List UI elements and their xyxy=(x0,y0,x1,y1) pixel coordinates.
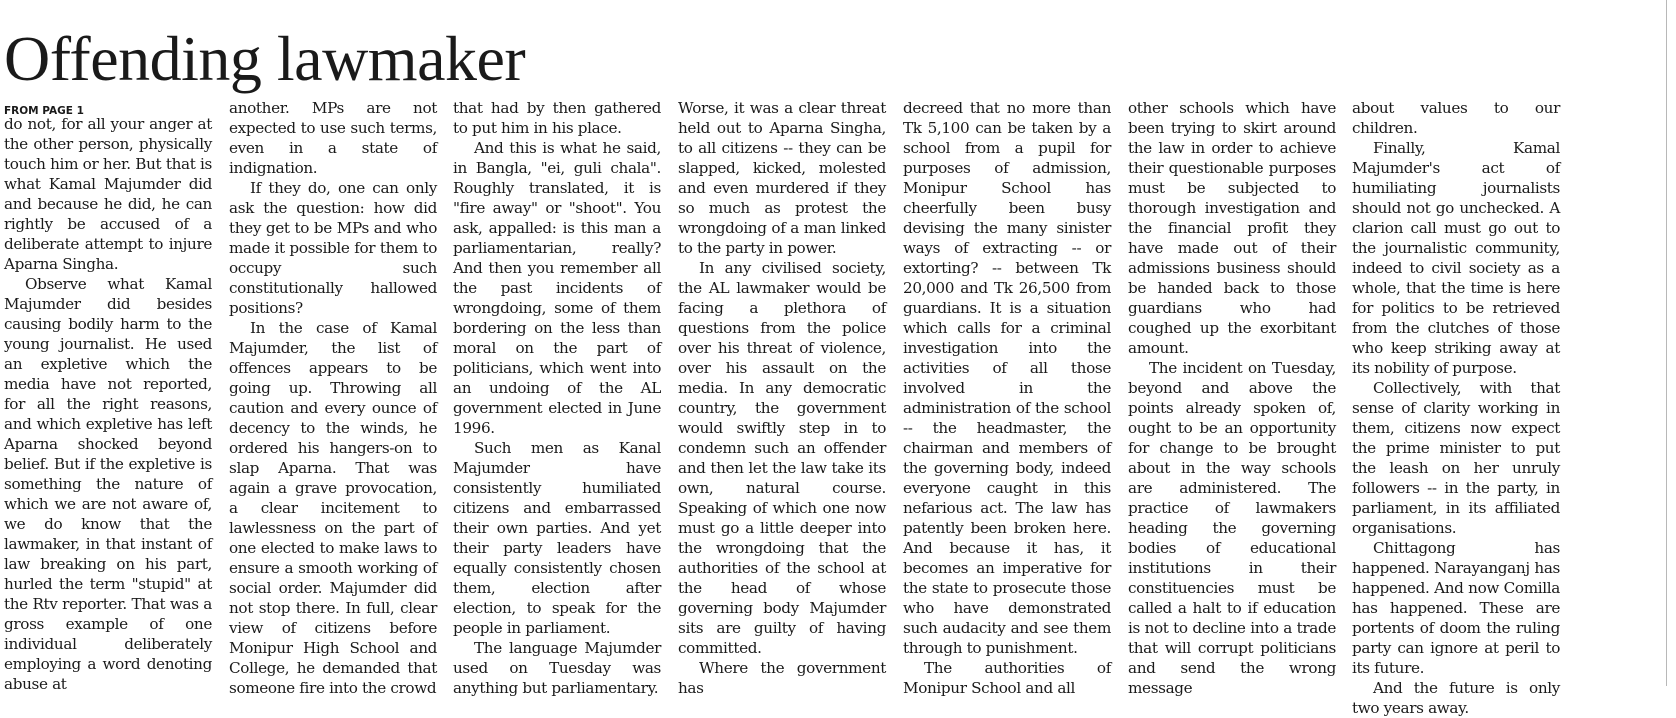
paragraph: other schools which have been trying to skirt around the law in order to achieve their questionable purposes must be subjected to thorough investigation and the financial profit they have made out of their admissions business should be handed back to those guardians who had coughed up the exorbitant amount. xyxy=(1128,99,1336,357)
article-headline: Offending lawmaker xyxy=(4,23,526,94)
paragraph: Collectively, with that sense of clarity working in them, citizens now expect the prime minister to put the leash on her unruly followers -- in the party, in parliament, in its affiliated organisations. xyxy=(1352,379,1560,537)
paragraph: Where the government has xyxy=(678,659,886,697)
paragraph: do not, for all your anger at the other person, physically touch him or her. But that is what Kamal Majumder did and because he did, he can rightly be accused of a deliberate attempt to injure Aparna Singha. xyxy=(4,115,212,273)
text-column-7 xyxy=(1352,98,1560,717)
page-edge-rule xyxy=(1666,0,1667,686)
paragraph: The incident on Tuesday, beyond and above the points already spoken of, ought to be an opportunity for change to be brought about in the way schools are administered. The practice of lawmakers heading the governing bodies of educational institutions in their constituencies must be called a halt to if education is not to decline into a trade that will corrupt politicians and send the wrong message xyxy=(1128,359,1336,697)
paragraph: The authorities of Monipur School and all xyxy=(903,659,1111,697)
paragraph: Such men as Kanal Majumder have consistently humiliated citizens and embarrassed their own parties. And yet their party leaders have equally consistently chosen them, election after election, to speak for the people in parliament. xyxy=(453,439,661,637)
text-column-1 xyxy=(4,114,212,693)
paragraph: Finally, Kamal Majumder's act of humiliating journalists should not go unchecked. A clarion call must go out to the journalistic community, indeed to civil society as a whole, that the time is here for politics to be retrieved from the clutches of those who keep striking away at its nobility of purpose. xyxy=(1352,139,1560,377)
text-column-5 xyxy=(903,98,1111,697)
paragraph: Chittagong has happened. Narayanganj has happened. And now Comilla has happened. These are portents of doom the ruling party can ignore at peril to its future. xyxy=(1352,539,1560,677)
text-column-2 xyxy=(229,98,437,697)
text-column-4 xyxy=(678,98,886,697)
paragraph: The language Majumder used on Tuesday was anything but parliamentary. xyxy=(453,639,661,697)
page-jump-kicker: FROM PAGE 1 xyxy=(4,105,84,117)
paragraph: And the future is only two years away. xyxy=(1352,679,1560,717)
paragraph: about values to our children. xyxy=(1352,99,1560,137)
paragraph: Observe what Kamal Majumder did besides causing bodily harm to the young journalist. He used an expletive which the media have not reported, for all the right reasons, and which expletive has left Aparna shocked beyond belief. But if the expletive is something the nature of which we are not aware of, we do know that the lawmaker, in that instant of law breaking on his part, hurled the term "stupid" at the Rtv reporter. That was a gross example of one individual deliberately employing a word denoting abuse at xyxy=(4,275,212,693)
paragraph: In any civilised society, the AL lawmaker would be facing a plethora of questions from the police over his threat of violence, over his assault on the media. In any democratic country, the government would swiftly step in to condemn such an offender and then let the law take its own, natural course. Speaking of which one now must go a little deeper into the wrongdoing that the authorities of the school at the head of whose governing body Majumder sits are guilty of having committed. xyxy=(678,259,886,657)
text-column-6 xyxy=(1128,98,1336,697)
paragraph: another. MPs are not expected to use such terms, even in a state of indignation. xyxy=(229,99,437,177)
text-column-3 xyxy=(453,98,661,697)
paragraph: And this is what he said, in Bangla, "ei, guli chala". Roughly translated, it is "fire away" or "shoot". You ask, appalled: is this man a parliamentarian, really? And then you remember all the past incidents of wrongdoing, some of them bordering on the less than moral on the part of politicians, which went into an undoing of the AL government elected in June 1996. xyxy=(453,139,661,437)
paragraph: Worse, it was a clear threat held out to Aparna Singha, to all citizens -- they can be slapped, kicked, molested and even murdered if they so much as protest the wrongdoing of a man linked to the party in power. xyxy=(678,99,886,257)
paragraph: In the case of Kamal Majumder, the list of offences appears to be going up. Throwing all caution and every ounce of decency to the winds, he ordered his hangers-on to slap Aparna. That was again a grave provocation, a clear incitement to lawlessness on the part of one elected to make laws to ensure a smooth working of social order. Majumder did not stop there. In full, clear view of citizens before Monipur High School and College, he demanded that someone fire into the crowd xyxy=(229,319,437,697)
paragraph: that had by then gathered to put him in his place. xyxy=(453,99,661,137)
paragraph: decreed that no more than Tk 5,100 can be taken by a school from a pupil for purposes of admission, Monipur School has cheerfully been busy devising the many sinister ways of extracting -- or extorting? -- between Tk 20,000 and Tk 26,500 from guardians. It is a situation which calls for a criminal investigation into the activities of all those involved in the administration of the school -- the headmaster, the chairman and members of the governing body, indeed everyone caught in this nefarious act. The law has patently been broken here. And because it has, it becomes an imperative for the state to prosecute those who have demonstrated such audacity and see them through to punishment. xyxy=(903,99,1111,657)
paragraph: If they do, one can only ask the question: how did they get to be MPs and who made it possible for them to occupy such constitutionally hallowed positions? xyxy=(229,179,437,317)
